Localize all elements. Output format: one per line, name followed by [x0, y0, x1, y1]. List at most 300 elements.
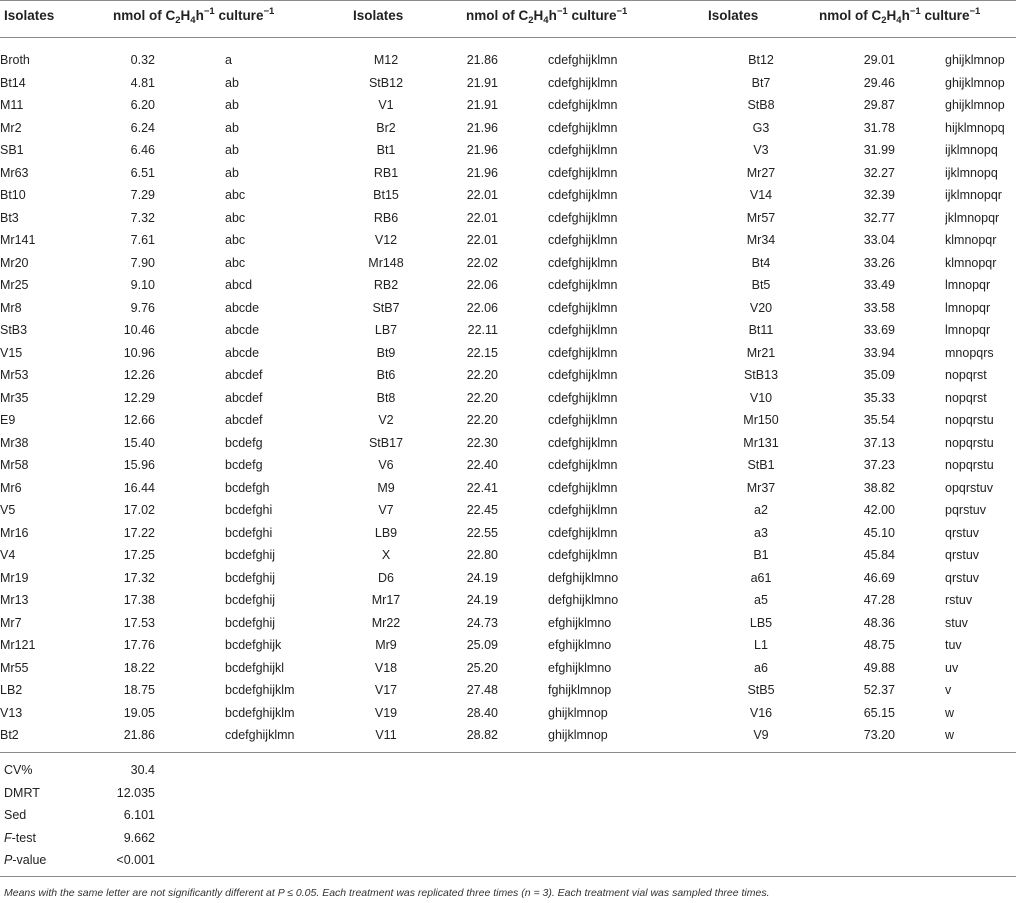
value-cell: 22.80	[466, 548, 498, 562]
isolate-cell: Mr131	[743, 435, 779, 450]
isolate-cell: Bt15	[373, 188, 399, 202]
spacer-cell	[155, 49, 225, 72]
isolate-cell: Br2	[376, 120, 396, 135]
isolate-cell: RB1	[373, 165, 399, 180]
letters-cell: ab	[225, 98, 239, 112]
value-cell: 4.81	[130, 75, 155, 90]
stat-row	[0, 804, 155, 827]
stat-value: <0.001	[116, 853, 155, 867]
spacer-cell	[155, 72, 225, 95]
isolate-cell: V18	[374, 660, 398, 675]
isolate-cell: Bt11	[748, 323, 774, 337]
spacer-cell	[155, 477, 225, 500]
header-nmol-2: nmol of $C_2H_4h^{-1}$ culture$^{-1}$	[466, 6, 628, 26]
spacer-cell	[498, 229, 548, 252]
spacer-cell	[155, 702, 225, 725]
letters-cell: cdefghijklmn	[548, 368, 618, 382]
spacer-cell	[895, 702, 945, 725]
spacer-cell	[498, 184, 548, 207]
isolate-cell: M9	[377, 480, 395, 495]
value-cell: 38.82	[863, 480, 895, 495]
spacer-cell	[155, 724, 225, 747]
value-cell: 17.25	[123, 548, 155, 562]
header-rule	[0, 37, 1016, 38]
stat-label: CV%	[4, 763, 33, 777]
letters-cell: cdefghijklmn	[548, 278, 618, 292]
value-cell: 45.84	[863, 548, 895, 562]
value-cell: 22.20	[466, 390, 498, 405]
value-cell: 17.02	[123, 503, 155, 517]
isolate-cell: a5	[754, 593, 768, 607]
spacer-cell	[155, 162, 225, 185]
letters-cell: bcdefghij	[225, 570, 276, 585]
isolate-cell: V20	[749, 300, 773, 315]
spacer-cell	[895, 567, 945, 590]
spacer-cell	[895, 184, 945, 207]
isolate-cell: Mr21	[746, 345, 776, 360]
value-cell: 35.54	[863, 413, 895, 427]
value-cell: 7.90	[130, 255, 155, 270]
spacer-cell	[155, 139, 225, 162]
value-cell: 33.69	[863, 323, 895, 337]
spacer-cell	[498, 724, 548, 747]
letters-cell: cdefghijklmn	[548, 98, 618, 112]
value-cell: 25.20	[466, 660, 498, 675]
value-cell: 46.69	[863, 570, 895, 585]
statistics-table	[0, 759, 155, 872]
isolate-cell: V17	[374, 683, 398, 697]
spacer-cell	[498, 387, 548, 410]
isolate-cell: Mr17	[371, 593, 401, 607]
spacer-cell	[498, 252, 548, 275]
letters-cell: cdefghijklmn	[225, 728, 295, 742]
letters-cell: abc	[225, 233, 246, 247]
isolate-cell: M11	[0, 98, 24, 112]
value-cell: 42.00	[863, 503, 895, 517]
letters-cell: abcdef	[225, 413, 263, 427]
letters-cell: nopqrstu	[945, 435, 994, 450]
spacer-cell	[155, 274, 225, 297]
isolate-cell: V9	[753, 728, 769, 742]
value-cell: 6.46	[130, 143, 155, 157]
isolate-cell: StB1	[747, 458, 775, 472]
spacer-cell	[155, 94, 225, 117]
isolate-cell: StB12	[368, 75, 404, 90]
spacer-cell	[498, 522, 548, 545]
isolate-cell: V4	[0, 548, 16, 562]
value-cell: 10.96	[123, 345, 155, 360]
letters-cell: efghijklmno	[548, 638, 612, 652]
isolate-cell: Mr34	[746, 233, 776, 247]
isolate-cell: LB9	[374, 525, 398, 540]
spacer-cell	[895, 274, 945, 297]
value-cell: 22.45	[466, 503, 498, 517]
letters-cell: ghijklmnop	[945, 98, 1005, 112]
value-cell: 28.40	[466, 705, 498, 720]
spacer-cell	[155, 454, 225, 477]
table-row	[0, 117, 1016, 140]
letters-cell: cdefghijklmn	[548, 480, 618, 495]
letters-cell: defghijklmno	[548, 570, 619, 585]
spacer-cell	[498, 589, 548, 612]
letters-cell: cdefghijklmn	[548, 143, 618, 157]
letters-cell: hijklmnopq	[945, 120, 1005, 135]
spacer-cell	[155, 679, 225, 702]
isolate-cell: L1	[754, 638, 768, 652]
isolate-cell: M12	[373, 53, 399, 67]
table-row	[0, 612, 1016, 635]
spacer-cell	[895, 657, 945, 680]
isolate-cell: V15	[0, 345, 23, 360]
spacer-cell	[155, 319, 225, 342]
spacer-cell	[498, 634, 548, 657]
letters-cell: w	[945, 728, 955, 742]
spacer-cell	[895, 319, 945, 342]
isolate-cell: LB5	[749, 615, 773, 630]
value-cell: 7.61	[130, 233, 155, 247]
table-row	[0, 567, 1016, 590]
spacer-cell	[498, 567, 548, 590]
isolate-cell: Bt5	[751, 278, 771, 292]
value-cell: 22.06	[466, 300, 498, 315]
spacer-cell	[895, 229, 945, 252]
letters-cell: efghijklmno	[548, 615, 612, 630]
isolate-cell: Mr55	[0, 660, 29, 675]
letters-cell: cdefghijklmn	[548, 120, 618, 135]
value-cell: 22.11	[467, 323, 498, 337]
letters-cell: abcde	[225, 323, 260, 337]
value-cell: 21.96	[466, 165, 498, 180]
value-cell: 7.32	[130, 210, 155, 225]
stat-label-italic: F	[4, 830, 12, 845]
letters-cell: bcdefgh	[225, 480, 270, 495]
isolate-cell: StB13	[743, 368, 779, 382]
table-row	[0, 522, 1016, 545]
spacer-cell	[498, 657, 548, 680]
header-isolates-2: Isolates	[353, 8, 404, 23]
table-row	[0, 94, 1016, 117]
value-cell: 6.20	[130, 98, 155, 112]
spacer-cell	[895, 454, 945, 477]
spacer-cell	[498, 274, 548, 297]
isolate-cell: RB2	[373, 278, 399, 292]
letters-cell: cdefghijklmn	[548, 300, 618, 315]
value-cell: 31.78	[863, 120, 895, 135]
letters-cell: bcdefghij	[225, 593, 276, 607]
value-cell: 48.75	[863, 638, 895, 652]
isolate-cell: Mr57	[746, 210, 776, 225]
value-cell: 6.24	[130, 120, 155, 135]
spacer-cell	[155, 409, 225, 432]
letters-cell: qrstuv	[945, 548, 980, 562]
value-cell: 17.53	[123, 615, 155, 630]
value-cell: 21.96	[466, 143, 498, 157]
isolate-cell: Bt1	[376, 143, 396, 157]
value-cell: 10.46	[123, 323, 155, 337]
spacer-cell	[155, 544, 225, 567]
spacer-cell	[498, 499, 548, 522]
letters-cell: v	[945, 683, 952, 697]
value-cell: 49.88	[863, 660, 895, 675]
letters-cell: lmnopqr	[945, 323, 991, 337]
isolate-cell: Bt3	[0, 210, 19, 225]
spacer-cell	[498, 49, 548, 72]
value-cell: 33.26	[863, 255, 895, 270]
value-cell: 37.23	[863, 458, 895, 472]
value-cell: 32.39	[863, 188, 895, 202]
letters-cell: abc	[225, 188, 246, 202]
isolate-cell: Bt7	[751, 75, 771, 90]
spacer-cell	[895, 72, 945, 95]
value-cell: 22.55	[466, 525, 498, 540]
value-cell: 22.41	[466, 480, 498, 495]
spacer-cell	[155, 184, 225, 207]
table-row	[0, 319, 1016, 342]
isolate-cell: V11	[375, 728, 397, 742]
spacer-cell	[498, 94, 548, 117]
letters-cell: nopqrstu	[945, 413, 994, 427]
table-row	[0, 432, 1016, 455]
table-row	[0, 589, 1016, 612]
value-cell: 22.15	[466, 345, 498, 360]
letters-cell: ab	[225, 165, 239, 180]
value-cell: 27.48	[466, 683, 498, 697]
value-cell: 22.20	[466, 413, 498, 427]
value-cell: 35.09	[863, 368, 895, 382]
isolate-cell: Bt6	[376, 368, 396, 382]
letters-cell: lmnopqr	[945, 300, 991, 315]
isolate-cell: Mr58	[0, 458, 29, 472]
isolate-cell: LB7	[374, 323, 398, 337]
isolate-cell: Mr148	[368, 255, 404, 270]
value-cell: 12.29	[123, 390, 155, 405]
spacer-cell	[895, 589, 945, 612]
isolate-cell: Mr121	[0, 638, 36, 652]
table-row	[0, 364, 1016, 387]
isolate-cell: V13	[0, 705, 23, 720]
isolate-cell: Bt4	[751, 255, 771, 270]
letters-cell: qrstuv	[945, 525, 980, 540]
table-row	[0, 297, 1016, 320]
spacer-cell	[155, 229, 225, 252]
isolate-cell: Mr38	[0, 435, 29, 450]
letters-cell: ghijklmnop	[945, 75, 1005, 90]
isolate-cell: Mr6	[0, 480, 22, 495]
spacer-cell	[895, 724, 945, 747]
spacer-cell	[895, 679, 945, 702]
header-nmol-3: nmol of $C_2H_4h^{-1}$ culture$^{-1}$	[819, 6, 981, 26]
stat-label-rest: -value	[12, 853, 47, 867]
spacer-cell	[155, 364, 225, 387]
spacer-cell	[895, 342, 945, 365]
spacer-cell	[498, 139, 548, 162]
spacer-cell	[155, 117, 225, 140]
table-row	[0, 207, 1016, 230]
table-row	[0, 184, 1016, 207]
table-row	[0, 162, 1016, 185]
value-cell: 21.86	[466, 53, 498, 67]
value-cell: 7.29	[130, 188, 155, 202]
spacer-cell	[895, 207, 945, 230]
isolate-cell: Mr2	[0, 120, 22, 135]
value-cell: 9.76	[130, 300, 155, 315]
value-cell: 35.33	[863, 390, 895, 405]
value-cell: 15.96	[123, 458, 155, 472]
letters-cell: cdefghijklmn	[548, 345, 618, 360]
isolate-cell: StB8	[747, 98, 775, 112]
stat-value: 9.662	[123, 830, 155, 845]
spacer-cell	[155, 612, 225, 635]
value-cell: 22.01	[466, 233, 498, 247]
value-cell: 29.46	[863, 75, 895, 90]
value-cell: 22.06	[466, 278, 498, 292]
value-cell: 21.91	[466, 75, 498, 90]
footer-rule	[0, 876, 1016, 877]
letters-cell: cdefghijklmn	[548, 165, 618, 180]
letters-cell: nopqrst	[945, 390, 987, 405]
letters-cell: mnopqrs	[945, 345, 994, 360]
isolate-cell: V7	[378, 503, 394, 517]
isolate-cell: SB1	[0, 143, 24, 157]
value-cell: 29.01	[863, 53, 895, 67]
table-row	[0, 634, 1016, 657]
letters-cell: ab	[225, 75, 239, 90]
isolate-cell: V16	[749, 705, 773, 720]
letters-cell: bcdefg	[225, 435, 263, 450]
value-cell: 15.40	[123, 435, 155, 450]
value-cell: 21.96	[466, 120, 498, 135]
stat-label: Sed	[4, 808, 27, 822]
spacer-cell	[895, 432, 945, 455]
letters-cell: cdefghijklmn	[548, 548, 618, 562]
letters-cell: pqrstuv	[945, 503, 986, 517]
spacer-cell	[498, 162, 548, 185]
value-cell: 33.58	[863, 300, 895, 315]
isolate-cell: Mr8	[0, 300, 22, 315]
isolate-cell: Mr37	[746, 480, 776, 495]
letters-cell: abcd	[225, 278, 253, 292]
letters-cell: ghijklmnop	[945, 53, 1005, 67]
stat-label: DMRT	[4, 785, 40, 800]
value-cell: 16.44	[123, 480, 155, 495]
spacer-cell	[895, 364, 945, 387]
footnote: Means with the same letter are not significantly different at P ≤ 0.05. Each treatment was replicated three times (n = 3). Each treatment vial was sampled three times.	[4, 887, 770, 899]
spacer-cell	[895, 94, 945, 117]
letters-cell: uv	[945, 660, 959, 675]
letters-cell: klmnopqr	[945, 233, 997, 247]
isolate-cell: Mr16	[0, 525, 29, 540]
isolate-cell: Mr7	[0, 615, 22, 630]
top-rule	[0, 0, 1016, 1]
spacer-cell	[895, 139, 945, 162]
results-table	[0, 49, 1016, 747]
value-cell: 33.49	[863, 278, 895, 292]
letters-cell: bcdefghijklm	[225, 705, 295, 720]
letters-cell: cdefghijklmn	[548, 53, 618, 67]
value-cell: 32.77	[863, 210, 895, 225]
value-cell: 12.26	[123, 368, 155, 382]
value-cell: 22.40	[466, 458, 498, 472]
stat-row	[0, 827, 155, 850]
spacer-cell	[498, 679, 548, 702]
letters-cell: cdefghijklmn	[548, 413, 618, 427]
spacer-cell	[895, 499, 945, 522]
isolate-cell: LB2	[0, 683, 23, 697]
letters-cell: abcdef	[225, 390, 263, 405]
spacer-cell	[895, 162, 945, 185]
spacer-cell	[498, 364, 548, 387]
letters-cell: a	[225, 53, 232, 67]
letters-cell: cdefghijklmn	[548, 458, 618, 472]
letters-cell: bcdefg	[225, 458, 263, 472]
isolate-cell: Mr25	[0, 278, 29, 292]
spacer-cell	[498, 432, 548, 455]
isolate-cell: V10	[749, 390, 773, 405]
table-bottom-rule	[0, 752, 1016, 753]
table-row	[0, 342, 1016, 365]
letters-cell: ab	[225, 143, 239, 157]
spacer-cell	[895, 387, 945, 410]
stat-row	[0, 759, 155, 782]
value-cell: 17.76	[123, 638, 155, 652]
table-row	[0, 387, 1016, 410]
spacer-cell	[895, 612, 945, 635]
isolate-cell: a6	[754, 660, 768, 675]
spacer-cell	[155, 432, 225, 455]
value-cell: 33.04	[863, 233, 895, 247]
isolate-cell: V5	[0, 503, 16, 517]
letters-cell: bcdefghij	[225, 548, 276, 562]
value-cell: 33.94	[863, 345, 895, 360]
isolate-cell: Mr35	[0, 390, 29, 405]
value-cell: 37.13	[863, 435, 895, 450]
spacer-cell	[498, 342, 548, 365]
letters-cell: jklmnopqr	[945, 210, 1000, 225]
isolate-cell: a2	[754, 503, 768, 517]
letters-cell: bcdefghijk	[225, 638, 282, 652]
stat-label-italic: P	[4, 853, 13, 867]
value-cell: 6.51	[130, 165, 155, 180]
isolate-cell: StB7	[372, 300, 400, 315]
table-row	[0, 657, 1016, 680]
value-cell: 22.01	[466, 210, 498, 225]
spacer-cell	[498, 207, 548, 230]
spacer-cell	[498, 319, 548, 342]
letters-cell: cdefghijklmn	[548, 188, 618, 202]
table-row	[0, 477, 1016, 500]
letters-cell: bcdefghij	[225, 615, 276, 630]
table-row	[0, 252, 1016, 275]
isolate-cell: Bt2	[0, 728, 19, 742]
letters-cell: lmnopqr	[945, 278, 991, 292]
value-cell: 65.15	[863, 705, 895, 720]
letters-cell: ghijklmnop	[548, 705, 608, 720]
value-cell: 9.10	[130, 278, 155, 292]
spacer-cell	[155, 297, 225, 320]
letters-cell: defghijklmno	[548, 593, 619, 607]
isolate-cell: B1	[753, 548, 769, 562]
table-row	[0, 274, 1016, 297]
value-cell: 12.66	[123, 413, 155, 427]
spacer-cell	[895, 409, 945, 432]
spacer-cell	[155, 207, 225, 230]
value-cell: 48.36	[863, 615, 895, 630]
isolate-cell: X	[381, 548, 391, 562]
value-cell: 32.27	[863, 165, 895, 180]
letters-cell: ab	[225, 120, 239, 135]
letters-cell: cdefghijklmn	[548, 255, 618, 270]
value-cell: 19.05	[123, 705, 155, 720]
